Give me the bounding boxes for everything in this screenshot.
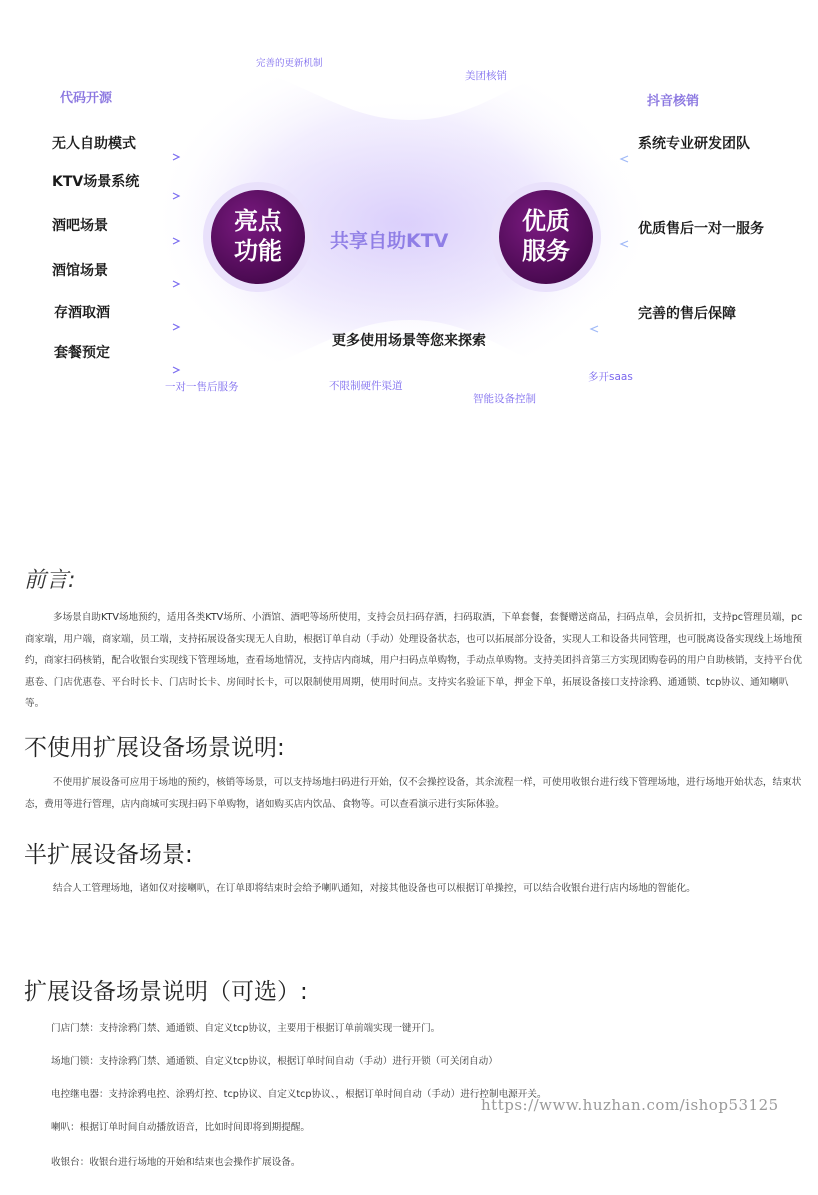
tag-service: 一对一售后服务 — [165, 381, 239, 393]
preface-title: 前言: — [24, 568, 76, 593]
left-circle-line1: 亮点 — [234, 207, 282, 235]
ext-device-title: 扩展设备场景说明（可选）: — [24, 979, 308, 1005]
tag-douyin: 抖音核销 — [647, 94, 700, 109]
no-device-body: 不使用扩展设备可应用于场地的预约，核销等场景，可以支持场地扫码进行开始，仅不会操控设备，其余流程一样，可使用收银台进行线下管理场地，进行场地开始状态，结束状态，费用等进行管理，店内商城可实现扫码下单购物，诸如购买店内饮品、食物等。可以查看演示进行实际体验。 — [25, 777, 802, 810]
right-feature: 完善的售后保障 — [638, 306, 736, 322]
right-circle-label — [506, 206, 586, 266]
tag-hardware: 不限制硬件渠道 — [329, 380, 403, 392]
left-feature: 酒馆场景 — [52, 263, 108, 279]
tag-meituan: 美团核销 — [465, 70, 507, 82]
tag-update: 完善的更新机制 — [256, 58, 323, 69]
right-circle-line1: 优质 — [522, 207, 570, 235]
left-circle-line2: 功能 — [234, 237, 282, 265]
ext-device-item: 收银台：收银台进行场地的开始和结束也会操作扩展设备。 — [51, 1157, 301, 1168]
ext-device-item: 场地门锁：支持涂鸦门禁、通通锁、自定义tcp协议，根据订单时间自动（手动）进行开锁（可关闭自动） — [51, 1056, 498, 1067]
half-device-body: 结合人工管理场地，诸如仅对接喇叭，在订单即将结束时会给予喇叭通知，对接其他设备也可以根据订单操控，可以结合收银台进行店内场地的智能化。 — [53, 883, 696, 894]
ext-device-item: 电控继电器：支持涂鸦电控、涂鸦灯控、tcp协议、自定义tcp协议、，根据订单时间自动（手动）进行控制电源开关。 — [51, 1089, 547, 1100]
right-circle-line2: 服务 — [522, 237, 570, 265]
tag-smart: 智能设备控制 — [473, 393, 536, 405]
banner-graphic — [0, 0, 818, 420]
preface-body: 多场景自助KTV场地预约，适用各类KTV场所、小酒馆、酒吧等场所使用，支持会员扫码存酒，扫码取酒，下单套餐，套餐赠送商品，扫码点单，会员折扣，支持pc管理员端，pc商家端，用户端，商家端，员工端，支持拓展设备实现无人自助，根据订单自动（手动）处理设备状态，也可以拓展部分设备，实现人工和设备共同管理，也可脱离设备实现线上场地预约，商家扫码核销，配合收银台实现线下管理场地，查看场地情况，支持店内商城，用户扫码点单购物，手动点单购物。支持美团抖音第三方实现团购卷码的用户自助核销，支持平台优惠卷、门店优惠卷、平台时长卡、门店时长卡、房间时长卡，可以限制使用周期，使用时间点。支持实名验证下单，押金下单，拓展设备接口支持涂鸦、通通锁、tcp协议、通知喇叭等。 — [25, 612, 803, 709]
tag-open-source: 代码开源 — [60, 91, 113, 106]
left-feature: 无人自助模式 — [52, 136, 136, 152]
left-feature: 酒吧场景 — [52, 218, 108, 234]
no-device-title: 不使用扩展设备场景说明: — [24, 735, 285, 761]
left-feature: 套餐预定 — [54, 345, 110, 361]
left-feature: KTV场景系统 — [52, 174, 140, 190]
right-feature: 系统专业研发团队 — [638, 136, 750, 152]
watermark: https://www.huzhan.com/ishop53125 — [481, 1096, 779, 1114]
ext-device-item: 门店门禁：支持涂鸦门禁、通通锁、自定义tcp协议，主要用于根据订单前端实现一键开门。 — [51, 1023, 441, 1034]
left-circle-label — [218, 206, 298, 266]
left-feature: 存酒取酒 — [54, 305, 110, 321]
center-title: 共享自助KTV — [330, 230, 449, 252]
ext-device-item: 喇叭：根据订单时间自动播放语音，比如时间即将到期提醒。 — [51, 1122, 311, 1133]
tag-saas: 多开saas — [588, 371, 633, 383]
right-feature: 优质售后一对一服务 — [638, 221, 764, 237]
feature-banner — [0, 0, 818, 420]
half-device-title: 半扩展设备场景: — [24, 842, 193, 868]
more-scenes-text: 更多使用场景等您来探索 — [332, 333, 486, 349]
